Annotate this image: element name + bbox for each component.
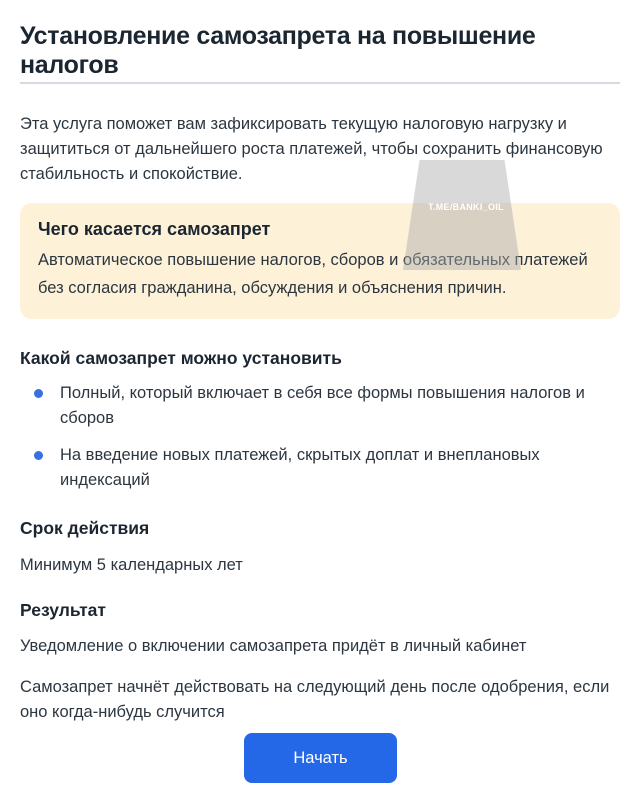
watermark-bag-logo xyxy=(403,160,521,270)
page-title: Установление самозапрета на повышение налогов xyxy=(20,22,536,79)
start-button[interactable]: Начать xyxy=(244,733,397,783)
scope-callout xyxy=(20,203,620,319)
callout-text: Автоматическое повышение налогов, сборов и обязательных платежей без согласия гражданина, обсуждения и объяснения причин. xyxy=(38,251,588,297)
callout-title: Чего касается самозапрет xyxy=(38,219,271,239)
result-section-title: Результат xyxy=(20,600,106,620)
list-item xyxy=(34,443,604,493)
result-notification-text: Уведомление о включении самозапрета придёт в личный кабинет xyxy=(20,637,527,655)
bullet-dot-icon xyxy=(34,389,43,398)
title-divider xyxy=(20,82,620,84)
result-activation-text: Самозапрет начнёт действовать на следующий день после одобрения, если оно когда-нибудь случится xyxy=(20,678,610,721)
intro-text: Эта услуга поможет вам зафиксировать текущую налоговую нагрузку и защититься от дальнейшего роста платежей, чтобы сохранить финансовую стабильность и спокойствие. xyxy=(20,115,603,183)
types-list xyxy=(34,381,604,505)
term-section-title: Срок действия xyxy=(20,518,150,538)
list-item-text: Полный, который включает в себя все формы повышения налогов и сборов xyxy=(60,384,585,427)
term-text: Минимум 5 календарных лет xyxy=(20,556,243,574)
watermark-text: T.ME/BANKI_OIL xyxy=(428,202,504,212)
list-item-text: На введение новых платежей, скрытых доплат и внеплановых индексаций xyxy=(60,446,540,489)
types-section-title: Какой самозапрет можно установить xyxy=(20,348,342,368)
list-item xyxy=(34,381,604,431)
bullet-dot-icon xyxy=(34,451,43,460)
